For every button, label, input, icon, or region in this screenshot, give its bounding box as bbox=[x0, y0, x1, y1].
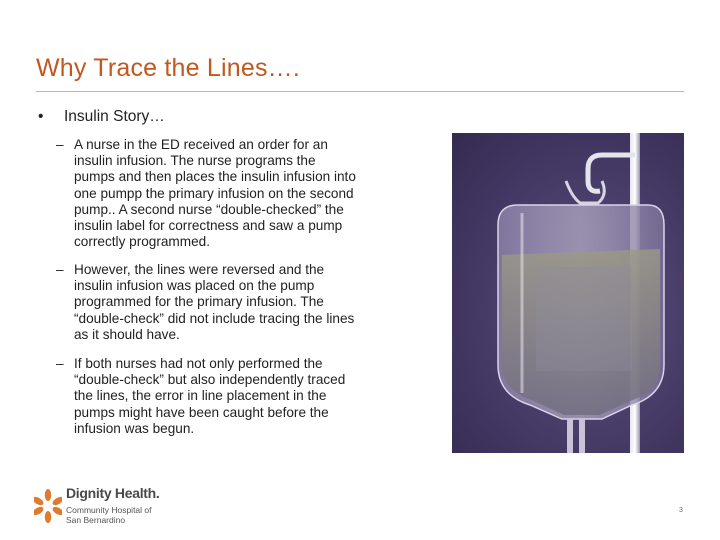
sub-item-line: the lines, the error in line placement in the bbox=[74, 388, 327, 404]
sub-item-line: A nurse in the ED received an order for an bbox=[74, 137, 328, 152]
dignity-health-star-icon bbox=[34, 488, 62, 524]
sub-item-1 bbox=[56, 137, 406, 250]
sub-item-line: “double-check” did not include tracing the lines bbox=[74, 310, 355, 326]
bullet-marker: • bbox=[38, 108, 44, 125]
sub-item-line: programmed for the primary infusion. The bbox=[74, 294, 324, 310]
sub-item-line: insulin infusion. The nurse programs the bbox=[74, 153, 316, 169]
sub-item-line: If both nurses had not only performed the bbox=[74, 356, 323, 371]
sub-item-line: correctly programmed. bbox=[74, 234, 210, 250]
sub-item-line: one pumpp the primary infusion on the second bbox=[74, 185, 354, 201]
logo-name: Dignity Health. bbox=[66, 485, 160, 501]
sub-item-marker: – bbox=[56, 262, 64, 277]
page-number: 3 bbox=[679, 507, 683, 514]
iv-bag-illustration bbox=[452, 133, 684, 453]
sub-item-line: pumps might have been caught before the bbox=[74, 404, 329, 420]
slide-title: Why Trace the Lines…. bbox=[36, 54, 301, 82]
sub-item-line: insulin label for correctness and saw a pump bbox=[74, 218, 343, 234]
sub-item-line: infusion was begun. bbox=[74, 420, 195, 436]
iv-bag-photo bbox=[452, 133, 684, 453]
sub-item-marker: – bbox=[56, 356, 64, 371]
title-divider bbox=[36, 91, 684, 92]
sub-item-line: pump.. A second nurse “double-checked” the bbox=[74, 201, 344, 217]
sub-item-marker: – bbox=[56, 137, 64, 152]
dignity-health-logo bbox=[34, 484, 194, 530]
sub-item-line: as it should have. bbox=[74, 326, 180, 342]
sub-item-line: pumps and then places the insulin infusion into bbox=[74, 169, 356, 185]
bullet-text: Insulin Story… bbox=[64, 108, 165, 125]
sub-item-line: However, the lines were reversed and the bbox=[74, 262, 325, 277]
sub-item-2 bbox=[56, 262, 406, 343]
sub-item-3 bbox=[56, 356, 406, 437]
logo-subtitle-1: Community Hospital of bbox=[66, 505, 152, 515]
logo-subtitle-2: San Bernardino bbox=[66, 515, 126, 525]
sub-item-line: insulin infusion was placed on the pump bbox=[74, 278, 315, 294]
sub-item-line: “double-check” but also independently traced bbox=[74, 372, 346, 388]
